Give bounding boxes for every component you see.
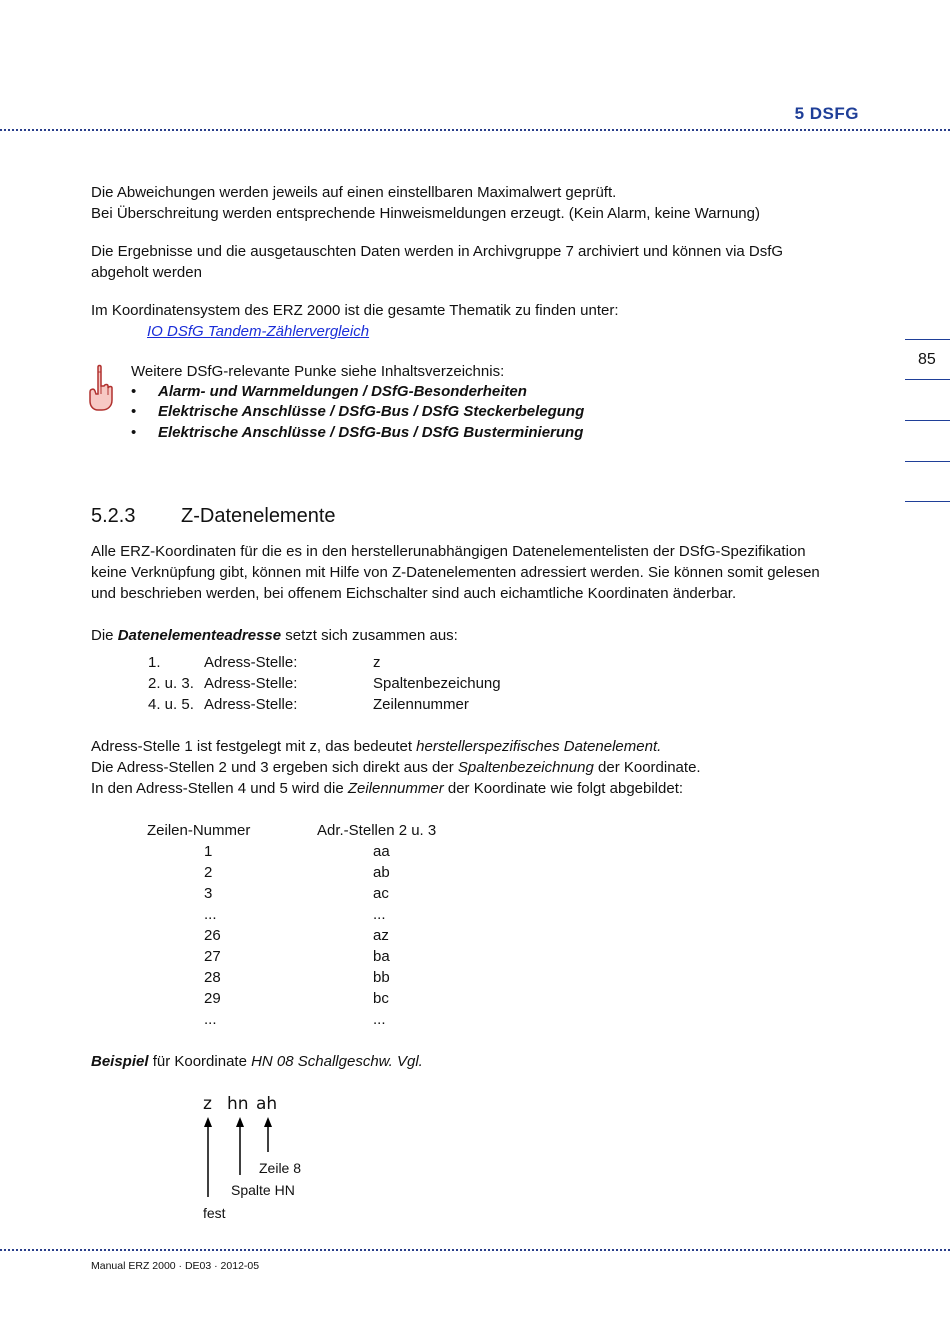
intro-line: abgeholt werden <box>91 264 202 281</box>
example-label: Beispiel für Koordinate HN 08 Schallgeschw. Vgl. <box>91 1053 423 1070</box>
arrowhead-icon <box>204 1117 212 1127</box>
example-code-z: z <box>203 1094 212 1114</box>
pointing-hand-icon <box>86 364 116 414</box>
note-bullet: • <box>131 383 137 400</box>
intro-line: Im Koordinatensystem des ERZ 2000 ist die gesamte Thematik zu finden unter: <box>91 302 619 319</box>
address-value: Zeilennummer <box>373 696 469 713</box>
section-number: 5.2.3 <box>91 505 136 527</box>
explanation-line: Die Adress-Stellen 2 und 3 ergeben sich direkt aus der Spaltenbezeichnung der Koordinate. <box>91 759 701 776</box>
table-cell: 28 <box>204 969 221 986</box>
section-heading <box>91 505 336 528</box>
table-cell: 29 <box>204 990 221 1007</box>
note-bullet: • <box>131 403 137 420</box>
arrowhead-icon <box>236 1117 244 1127</box>
section-text-line: und beschrieben werden, bei offenem Eichschalter sind auch eichamtliche Koordinaten änderbar. <box>91 585 737 602</box>
table-cell: 27 <box>204 948 221 965</box>
table-cell: az <box>373 927 389 944</box>
table-cell: 2 <box>204 864 213 881</box>
table-cell: 3 <box>204 885 213 902</box>
explanation-line: Adress-Stelle 1 ist festgelegt mit z, das bedeutet herstellerspezifisches Datenelement. <box>91 738 662 755</box>
explanation-line: In den Adress-Stellen 4 und 5 wird die Zeilennummer der Koordinate wie folgt abgebildet: <box>91 780 684 797</box>
tab-divider <box>905 501 950 502</box>
table-header: Zeilen-Nummer <box>147 822 251 839</box>
section-title: Z-Datenelemente <box>181 505 336 527</box>
table-header: Adr.-Stellen 2 u. 3 <box>317 822 437 839</box>
tab-divider <box>905 461 950 462</box>
tab-divider <box>905 379 950 380</box>
address-label: Adress-Stelle: <box>204 675 298 692</box>
address-num: 1. <box>148 654 161 671</box>
table-cell: ... <box>373 1011 386 1028</box>
table-cell: ... <box>204 1011 217 1028</box>
annotation-spalte: Spalte HN <box>231 1182 295 1198</box>
intro-line: Die Ergebnisse und die ausgetauschten Daten werden in Archivgruppe 7 archiviert und können via DsfG <box>91 243 784 260</box>
address-value: z <box>373 654 381 671</box>
example-code-ah: ah <box>256 1094 278 1114</box>
section-text-line: Alle ERZ-Koordinaten für die es in den herstellerunabhängigen Datenelementelisten der DSfG-Spezifikation <box>91 543 806 560</box>
note-bullet: • <box>131 424 137 441</box>
table-cell: bc <box>373 990 389 1007</box>
address-value: Spaltenbezeichung <box>373 675 501 692</box>
table-cell: ab <box>373 864 390 881</box>
tab-divider <box>905 339 950 340</box>
address-num: 2. u. 3. <box>148 675 194 692</box>
address-intro: Die Datenelementeadresse setzt sich zusammen aus: <box>91 627 458 644</box>
table-cell: ac <box>373 885 389 902</box>
table-cell: bb <box>373 969 390 986</box>
table-cell: ... <box>204 906 217 923</box>
note-item: Alarm- und Warnmeldungen / DSfG-Besonderheiten <box>158 383 527 400</box>
footer-text: Manual ERZ 2000 · DE03 · 2012-05 <box>91 1260 260 1272</box>
tab-divider <box>905 420 950 421</box>
header-divider <box>0 129 950 131</box>
table-cell: 1 <box>204 843 213 860</box>
address-label: Adress-Stelle: <box>204 696 298 713</box>
table-cell: ba <box>373 948 390 965</box>
coordinate-link[interactable]: IO DSfG Tandem-Zählervergleich <box>147 323 370 340</box>
note-item: Elektrische Anschlüsse / DSfG-Bus / DSfG Busterminierung <box>158 424 584 441</box>
address-num: 4. u. 5. <box>148 696 194 713</box>
intro-line: Die Abweichungen werden jeweils auf einen einstellbaren Maximalwert geprüft. <box>91 184 617 201</box>
annotation-zeile: Zeile 8 <box>259 1160 302 1176</box>
note-title: Weitere DSfG-relevante Punke siehe Inhaltsverzeichnis: <box>131 363 505 380</box>
table-cell: aa <box>373 843 390 860</box>
annotation-fest: fest <box>203 1205 226 1221</box>
address-label: Adress-Stelle: <box>204 654 298 671</box>
page-number: 85 <box>918 351 936 368</box>
note-item: Elektrische Anschlüsse / DSfG-Bus / DSfG Steckerbelegung <box>158 403 585 420</box>
chapter-header: 5 DSFG <box>794 104 859 123</box>
table-cell: 26 <box>204 927 221 944</box>
footer-divider <box>0 1249 950 1251</box>
table-cell: ... <box>373 906 386 923</box>
example-code-hn: hn <box>227 1094 249 1114</box>
intro-line: Bei Überschreitung werden entsprechende Hinweismeldungen erzeugt. (Kein Alarm, keine Warnung) <box>91 205 760 222</box>
section-text-line: keine Verknüpfung gibt, können mit Hilfe von Z-Datenelementen adressiert werden. Sie können somit gelesen <box>91 564 820 581</box>
arrowhead-icon <box>264 1117 272 1127</box>
